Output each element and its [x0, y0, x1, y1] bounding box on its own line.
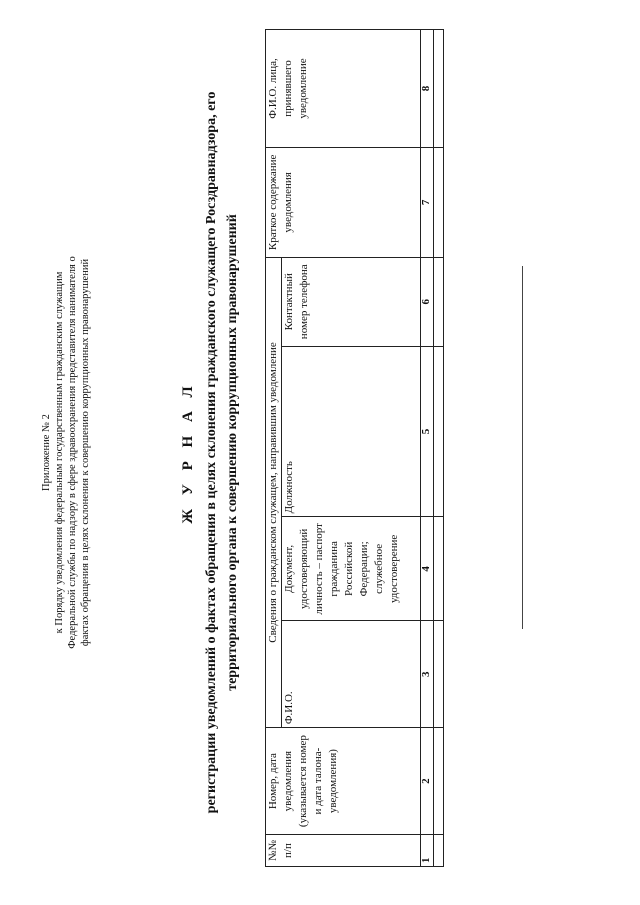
table-cell — [434, 621, 444, 728]
journal-title — [180, 90, 243, 815]
journal-subtitle-line-1: регистрации уведомлений о фактах обращения в целях склонения гражданского служащего Росздравнадзора, его — [204, 91, 219, 814]
table-cell — [434, 257, 444, 346]
appendix-line: фактах обращения в целях склонения к совершению коррупционных правонарушений — [80, 258, 91, 647]
table-cell — [434, 30, 444, 148]
table-cell — [434, 728, 444, 835]
table-header-row — [266, 30, 282, 867]
header-summary: Краткое содержание уведомления — [266, 147, 421, 257]
table-cell — [434, 147, 444, 257]
column-number: 5 — [421, 346, 434, 517]
appendix-header — [40, 150, 92, 755]
journal-table — [265, 29, 444, 867]
column-number: 7 — [421, 147, 434, 257]
journal-heading: Ж У Р Н А Л — [180, 381, 196, 524]
header-employee-info-group: Сведения о гражданском служащем, направившим уведомление — [266, 257, 282, 727]
journal-subtitle-line-2: территориального органа к совершению коррупционных правонарушений — [225, 214, 240, 691]
table-empty-row — [434, 30, 444, 867]
column-number: 8 — [421, 30, 434, 148]
table-cell — [434, 517, 444, 621]
signature-line — [522, 266, 523, 629]
header-phone: Контактный номер телефона — [282, 257, 421, 346]
header-id-document: Документ, удостоверяющий личность – паспорт гражданина Российской Федерации; служебное удостоверение — [282, 517, 421, 621]
column-number: 1 — [421, 835, 434, 867]
column-numbers-row — [421, 30, 434, 867]
column-number: 4 — [421, 517, 434, 621]
table-cell — [434, 346, 444, 517]
header-number: №№ п/п — [266, 835, 421, 867]
appendix-line: к Порядку уведомления федеральным государственным гражданским служащим — [54, 271, 65, 634]
appendix-number: Приложение № 2 — [41, 414, 52, 491]
table-cell — [434, 835, 444, 867]
column-number: 6 — [421, 257, 434, 346]
header-full-name: Ф.И.О. — [282, 621, 421, 728]
column-number: 3 — [421, 621, 434, 728]
header-position: Должность — [282, 346, 421, 517]
appendix-line: Федеральной службы по надзору в сфере здравоохранения представителя нанимателя о — [67, 256, 78, 649]
header-notice-number-date: Номер, дата уведомления (указывается номер и дата талона-уведомления) — [266, 728, 421, 835]
header-receiver-name: Ф.И.О. лица, принявшего уведомление — [266, 30, 421, 148]
column-number: 2 — [421, 728, 434, 835]
